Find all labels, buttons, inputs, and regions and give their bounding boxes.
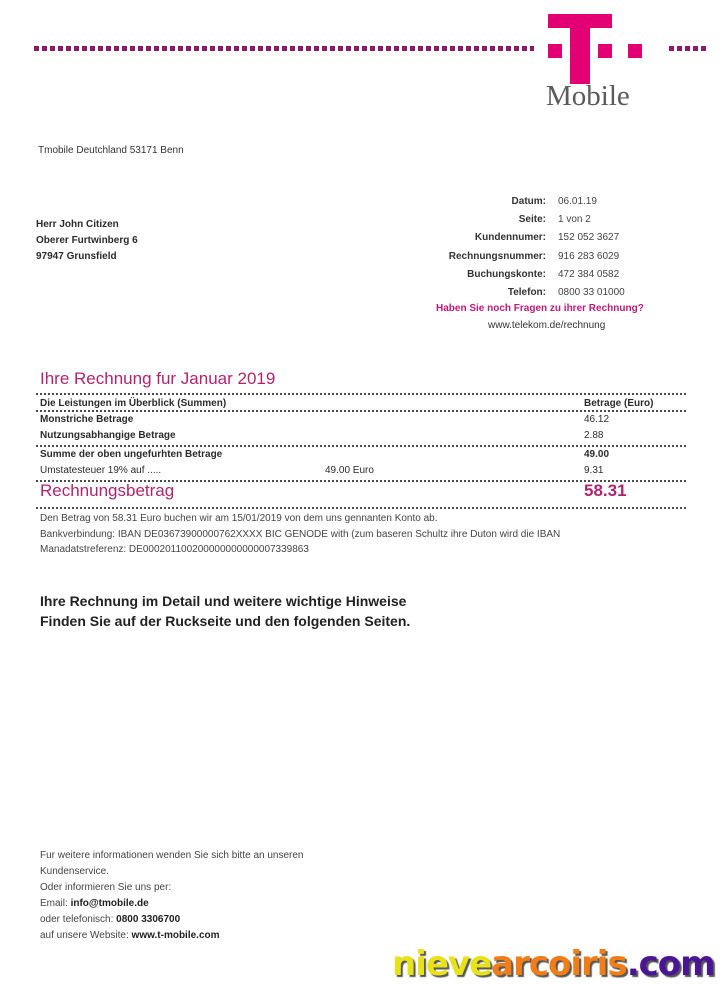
recipient-street: Oberer Furtwinberg 6 xyxy=(36,235,138,246)
bill-title: Ihre Rechnung fur Januar 2019 xyxy=(40,369,276,388)
email-link[interactable]: info@tmobile.de xyxy=(70,898,149,909)
meta-invoice-number: Rechnungsnummer: 916 283 6029 xyxy=(448,250,620,262)
bill-row-monthly: Monstriche Betrage 46.12 xyxy=(40,414,610,425)
bill-row-usage: Nutzungsabhangige Betrage 2.88 xyxy=(40,430,604,441)
debit-note: Den Betrag von 58.31 Euro buchen wir am 15/01/2019 von dem uns gennanten Konto ab. xyxy=(40,513,438,524)
meta-date: Datum: 06.01.19 xyxy=(511,195,597,207)
header-dotted-rule-left xyxy=(34,46,534,51)
meta-customer-number: Kundennumer: 152 052 3627 xyxy=(474,232,620,244)
logo-t-stem xyxy=(570,14,590,84)
bill-row-subtotal: Summe der oben ungefurhten Betrage 49.00 xyxy=(40,449,610,460)
total-label: Rechnungsbetrag xyxy=(40,481,175,500)
questions-prompt: Haben Sie noch Fragen zu ihrer Rechnung? xyxy=(436,303,644,314)
meta-booking-account: Buchungskonte: 472 384 0582 xyxy=(467,268,620,280)
mandate-reference: Manadatstreferenz: DE000201100200000000000007339863 xyxy=(40,544,309,555)
recipient-address xyxy=(36,217,138,265)
logo-wordmark: Mobile xyxy=(546,80,630,112)
header-dotted-rule-right xyxy=(669,46,707,51)
recipient-city: 97947 Grunsfield xyxy=(36,251,117,262)
sender-address-line: Tmobile Deutchland 53171 Benn xyxy=(38,145,184,156)
recipient-name: Herr John Citizen xyxy=(36,219,119,230)
bill-header-row: Die Leistungen im Überblick (Summen) Betrage (Euro) xyxy=(40,398,654,409)
total-amount: 58.31 xyxy=(584,481,627,500)
invoice-meta xyxy=(420,192,690,302)
logo-digit-square xyxy=(628,44,642,58)
meta-page: Seite: 1 von 2 xyxy=(518,213,591,225)
bill-row-vat: Umstatesteuer 19% auf ..... 49.00 Euro 9.31 xyxy=(40,465,604,476)
meta-phone: Telefon: 0800 33 01000 xyxy=(507,287,625,299)
logo-digit-square xyxy=(598,44,612,58)
contact-footer: Fur weitere informationen wenden Sie sich bitte an unseren Kundenservice. Oder informieren Sie uns per: Email: info@tmobile.de oder telefonisch: 0800 3306700 auf unsere Website: www.t-mobile.com xyxy=(40,848,303,944)
watermark: nievearcoiris.com xyxy=(392,944,715,984)
website-link[interactable]: www.t-mobile.com xyxy=(131,930,220,941)
bank-details: Bankverbindung: IBAN DE03673900000762XXXX BIC GENODE with (zum baseren Schultz ihre Duton wird die IBAN xyxy=(40,528,561,540)
tmobile-logo xyxy=(544,10,644,110)
bill-total-row xyxy=(40,481,680,503)
payment-notes xyxy=(40,511,560,558)
divider xyxy=(36,393,686,395)
footer-website: auf unsere Website: www.t-mobile.com xyxy=(40,930,220,941)
divider xyxy=(36,507,686,509)
questions-link[interactable]: www.telekom.de/rechnung xyxy=(488,320,606,331)
footer-email: Email: info@tmobile.de xyxy=(40,898,149,909)
detail-notice: Ihre Rechnung im Detail und weitere wichtige Hinweise Finden Sie auf der Ruckseite und den folgenden Seiten. xyxy=(40,593,411,629)
footer-phone: oder telefonisch: 0800 3306700 xyxy=(40,914,181,925)
logo-digit-square xyxy=(548,44,562,58)
